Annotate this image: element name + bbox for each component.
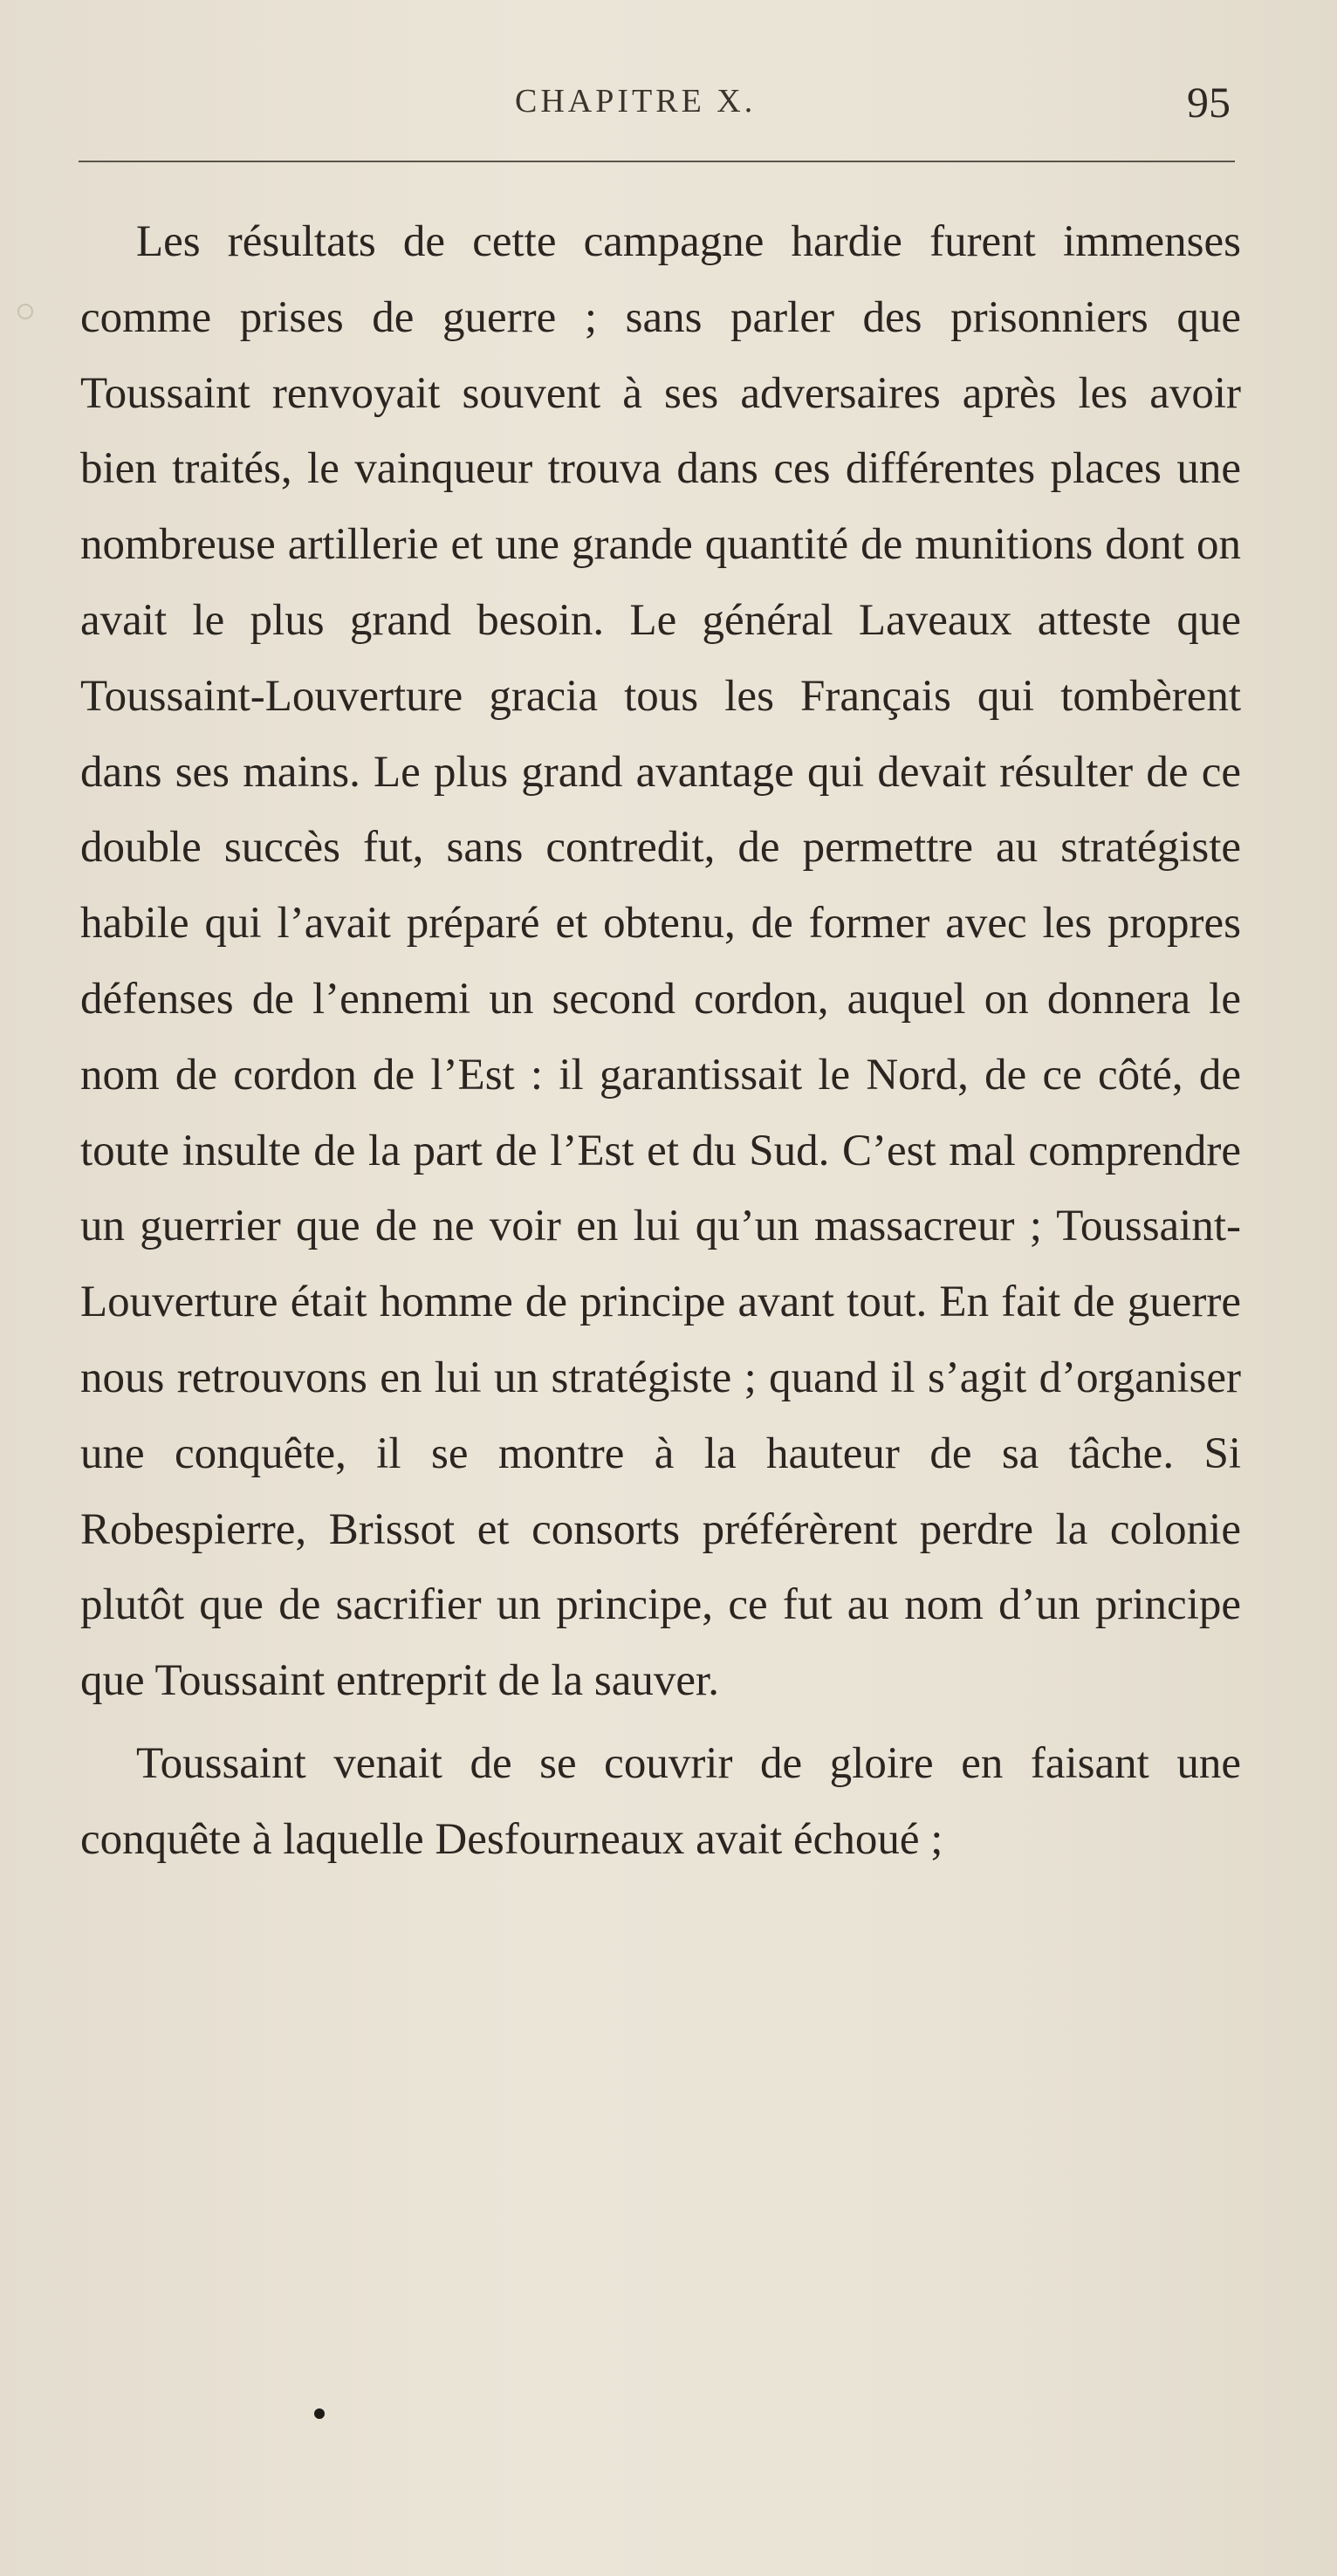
running-head: CHAPITRE X. bbox=[515, 83, 757, 120]
header-rule bbox=[79, 161, 1235, 162]
ink-dot bbox=[314, 2408, 325, 2419]
page-blemish bbox=[17, 304, 33, 319]
page-number: 95 bbox=[1187, 78, 1231, 127]
body-text bbox=[80, 204, 1241, 1878]
paragraph: Les résultats de cette campagne hardie furent immenses comme prises de guerre ; sans parler des prisonniers que Toussaint renvoyait souvent à ses adversaires après les avoir bien traités, le vainqueur trouva dans ces différentes places une nombreuse artillerie et une grande quantité de munitions dont on avait le plus grand besoin. Le général Laveaux atteste que Toussaint-Louverture gracia tous les Français qui tombèrent dans ses mains. Le plus grand avantage qui devait résulter de ce double succès fut, sans contredit, de permettre au stratégiste habile qui l’avait préparé et obtenu, de former avec les propres défenses de l’ennemi un second cordon, auquel on donnera le nom de cordon de l’Est : il garantissait le Nord, de ce côté, de toute insulte de la part de l’Est et du Sud. C’est mal comprendre un guerrier que de ne voir en lui qu’un massacreur ; Toussaint-Louverture était homme de principe avant tout. En fait de guerre nous retrouvons en lui un stratégiste ; quand il s’agit d’organiser une conquête, il se montre à la hauteur de sa tâche. Si Robespierre, Brissot et consorts préférèrent perdre la colonie plutôt que de sacrifier un principe, ce fut au nom d’un principe que Toussaint entreprit de la sauver. bbox=[80, 217, 1241, 1706]
page-header bbox=[79, 77, 1248, 129]
paragraph: Toussaint venait de se couvrir de gloire en faisant une conquête à laquelle Desfourneaux avait échoué ; bbox=[80, 1738, 1241, 1864]
